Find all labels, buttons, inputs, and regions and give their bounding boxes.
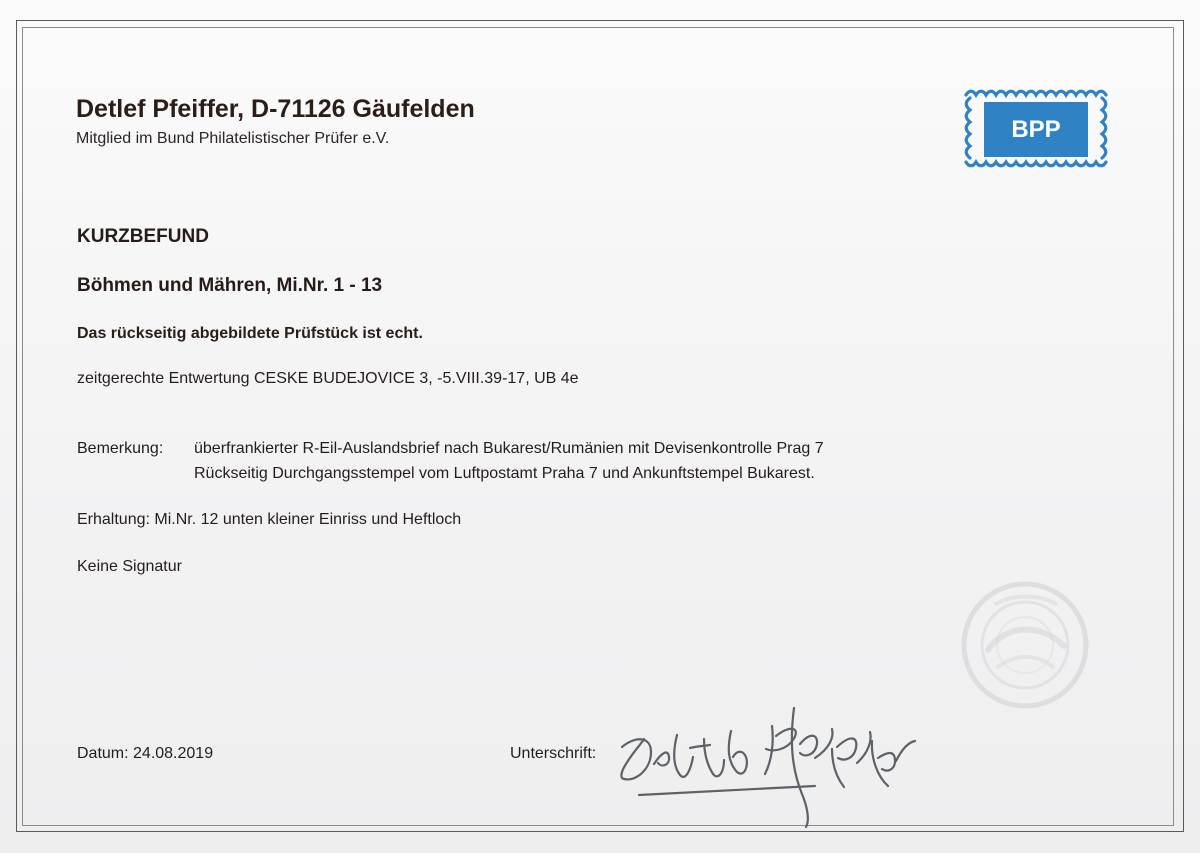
date-label: Datum: 24.08.2019 <box>77 745 214 762</box>
membership-line: Mitglied im Bund Philatelistischer Prüfer e.V. <box>76 130 390 147</box>
signature-label: Unterschrift: <box>510 745 597 762</box>
expert-name-address: Detlef Pfeiffer, D-71126 Gäufelden <box>76 95 475 123</box>
bpp-logo-text: BPP <box>1011 116 1061 143</box>
condition-line: Erhaltung: Mi.Nr. 12 unten kleiner Einriss und Heftloch <box>77 511 462 528</box>
examined-item-title: Böhmen und Mähren, Mi.Nr. 1 - 13 <box>77 275 383 296</box>
cancellation-details: zeitgerechte Entwertung CESKE BUDEJOVICE 3, -5.VIII.39-17, UB 4e <box>77 370 579 387</box>
remarks-line-2: Rückseitig Durchgangsstempel vom Luftpostamt Praha 7 und Ankunftstempel Bukarest. <box>194 465 815 482</box>
embossed-seal-icon <box>950 570 1100 720</box>
signature-status: Keine Signatur <box>77 558 182 575</box>
handwritten-signature-icon <box>612 700 922 835</box>
remarks-line-1: überfrankierter R-Eil-Auslandsbrief nach Bukarest/Rumänien mit Devisenkontrolle Prag 7 <box>194 440 824 457</box>
remarks-label: Bemerkung: <box>77 440 164 457</box>
document-heading: KURZBEFUND <box>77 226 209 247</box>
authenticity-verdict: Das rückseitig abgebildete Prüfstück ist echt. <box>77 325 423 342</box>
bpp-stamp-logo-icon <box>960 82 1112 172</box>
